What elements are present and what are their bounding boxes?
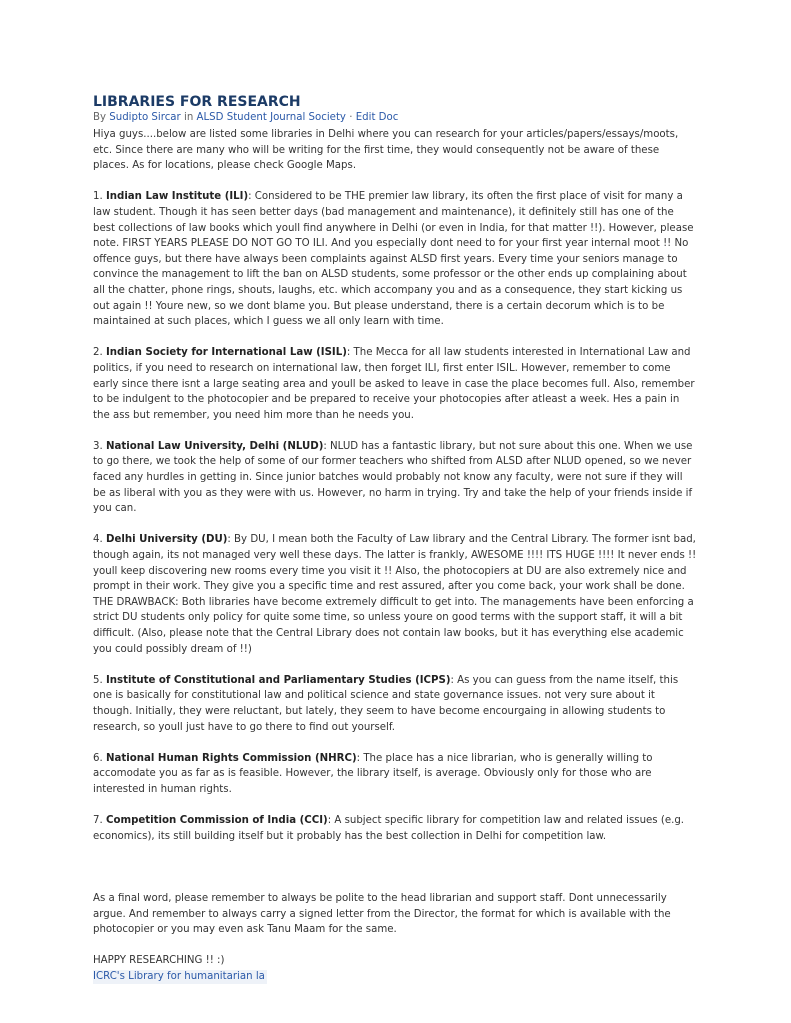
item-number: 7. (93, 815, 103, 827)
item-name: Indian Society for International Law (ISIL) (105, 347, 347, 359)
library-item-cci (93, 813, 697, 844)
next-doc-link[interactable]: ICRC's Library for humanitarian la (93, 971, 265, 983)
item-name: Indian Law Institute (ILI) (105, 191, 249, 203)
library-item-du (93, 532, 697, 657)
doc-body (93, 127, 697, 985)
edit-doc-link[interactable]: Edit Doc (355, 112, 399, 123)
item-name: National Human Rights Commission (NHRC) (105, 752, 357, 764)
item-text: : The place has a nice librarian, who is generally willing to accomodate you as far as is feasible. However, the library itself, is average. Obviously only for those who are interested in human rights. (93, 752, 653, 795)
library-item-nhrc (93, 751, 697, 798)
item-text: : Considered to be THE premier law library, its often the first place of visit for many a law student. Though it has seen better days (bad management and maintenance), it definitely still has one of the best collections of law books which youll find anywhere in Delhi (or even in India, for that matter !!). However, please note. FIRST YEARS PLEASE DO NOT GO TO ILI. And you especially dont need to for your first year internal moot !! No offence guys, but there have always been complaints against ALSD first years. Every time your seniors manage to convince the management to lift the ban on ALSD students, some professor or the other ends up complaining about all the chatter, phone rings, shouts, laughs, etc. which accompany you and as a consequence, they start kicking us out again !! Youre new, so we dont blame you. But please understand, there is a certain decorum which is to be maintained at such places, which I guess we all only learn with time. (93, 191, 694, 328)
item-number: 3. (93, 440, 103, 452)
document (93, 93, 697, 985)
item-name: National Law University, Delhi (NLUD) (105, 440, 324, 452)
item-text: : By DU, I mean both the Faculty of Law library and the Central Library. The former isnt bad, though again, its not managed very well these days. The latter is frankly, AWESOME !!!! ITS HUGE !!!! It never ends !! youll keep discovering new rooms every time you visit it !! Also, the photocopiers at DU are also extremely nice and prompt in their work. They give you a specific time and rest assured, after you come back, your work shall be done. THE DRAWBACK: Both libraries have become extremely difficult to get into. The managements have been enforcing a strict DU students only policy for quite some time, so unless youre on good terms with the support staff, it will a bit difficult. (Also, please note that the Central Library does not contain law books, but it has everything else academic you could possibly dream of !!) (93, 534, 697, 655)
item-name: Delhi University (DU) (105, 534, 228, 546)
item-text: : NLUD has a fantastic library, but not sure about this one. When we use to go there, we took the help of some of our former teachers who shifted from ALSD after NLUD opened, so we never faced any hurdles in getting in. Since junior batches would probably not know any faculty, were not sure if they will be as liberal with you as they were with us. However, no harm in trying. Try and take the help of your friends inside if you can. (93, 440, 693, 515)
byline (93, 111, 697, 125)
item-number: 5. (93, 674, 103, 686)
library-item-isil (93, 345, 697, 423)
byline-in: in (183, 112, 194, 123)
library-item-icps (93, 673, 697, 735)
final-paragraph: As a final word, please remember to always be polite to the head librarian and support staff. Dont unnecessarily argue. And remember to always carry a signed letter from the Director, the format for which is available with the photocopier or you may even ask Tanu Maam for the same. (93, 893, 671, 936)
item-text: : A subject specific library for competition law and related issues (e.g. economics), its still building itself but it probably has the best collection in Delhi for competition law. (93, 815, 685, 842)
item-text: : As you can guess from the name itself, this one is basically for constitutional law and political science and state governance issues. not very sure about it though. Initially, they were reluctant, but lately, they seem to have become encourgaing in allowing students to research, so youll just have to go there to find out yourself. (93, 674, 679, 733)
byline-by: By (93, 112, 107, 123)
library-item-ili (93, 189, 697, 329)
item-number: 4. (93, 534, 103, 546)
item-text: : The Mecca for all law students interested in International Law and politics, if you need to research on international law, then forget ILI, first enter ISIL. However, remember to come early since there isnt a large seating area and youll be asked to leave in case the place becomes full. Also, remember to be indulgent to the photocopier and be prepared to receive your photocopies after atleast a week. Hes a pain in the ass but remember, you need him more than he needs you. (93, 347, 695, 421)
item-name: Institute of Constitutional and Parliamentary Studies (ICPS) (105, 674, 451, 686)
signoff: HAPPY RESEARCHING !! :) (93, 955, 225, 967)
group-link[interactable]: ALSD Student Journal Society (196, 112, 346, 123)
item-number: 1. (93, 191, 103, 203)
item-number: 2. (93, 347, 103, 359)
byline-separator: · (349, 112, 353, 123)
doc-title: LIBRARIES FOR RESEARCH (93, 94, 301, 110)
library-item-nlud (93, 439, 697, 517)
author-link[interactable]: Sudipto Sircar (109, 112, 181, 123)
item-name: Competition Commission of India (CCI) (105, 815, 328, 827)
item-number: 6. (93, 752, 103, 764)
intro-paragraph: Hiya guys....below are listed some libraries in Delhi where you can research for your articles/papers/essays/moots, etc. Since there are many who will be writing for the first time, they would consequently not be aware of these places. As for locations, please check Google Maps. (93, 129, 679, 172)
